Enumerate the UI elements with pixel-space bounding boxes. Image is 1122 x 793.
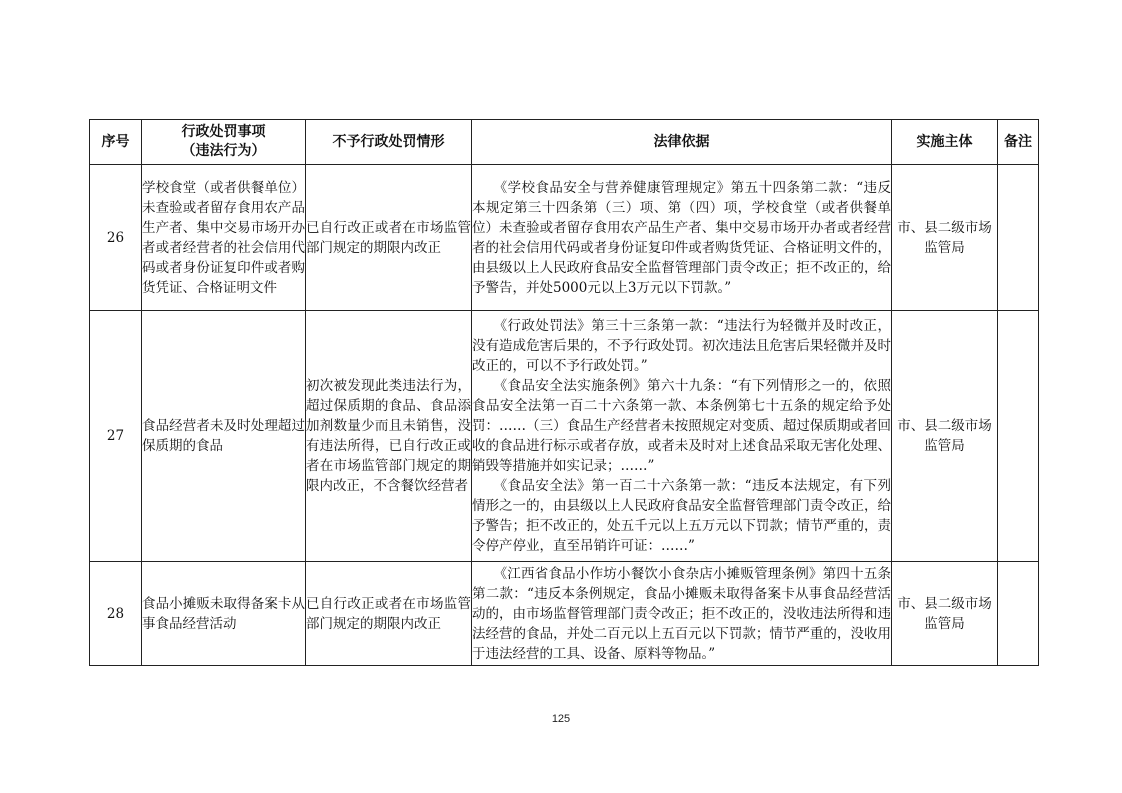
header-item-line2: （违法行为） bbox=[181, 143, 266, 159]
penalty-exemption-table bbox=[89, 119, 1039, 666]
table-row bbox=[90, 311, 1039, 562]
row-note bbox=[998, 311, 1039, 562]
law-paragraph: 《食品安全法实施条例》第六十九条：“有下列情形之一的，依照食品安全法第一百二十六条第一款、本条例第七十五条的规定给予处罚：……（三）食品生产经营者未按照规定对变质、超过保质期或者回收的食品进行标示或者存放，或者未及时对上述食品采取无害化处理、销毁等措施并如实记录；……” bbox=[472, 378, 891, 474]
row-item: 学校食堂（或者供餐单位）未查验或者留存食用农产品生产者、集中交易市场开办者或者经营者的社会信用代码或者身份证复印件或者购货凭证、合格证明文件 bbox=[142, 165, 306, 311]
law-paragraph: 《江西省食品小作坊小餐饮小食杂店小摊贩管理条例》第四十五条第二款：“违反本条例规定，食品小摊贩未取得备案卡从事食品经营活动的，由市场监督管理部门责令改正；拒不改正的，没收违法所得和违法经营的食品，并处二百元以上五百元以下罚款；情节严重的，没收用于违法经营的工具、设备、原料等物品。” bbox=[472, 565, 891, 662]
row-no: 26 bbox=[90, 165, 142, 311]
row-condition: 已自行改正或者在市场监管部门规定的期限内改正 bbox=[306, 562, 472, 666]
law-paragraph: 《学校食品安全与营养健康管理规定》第五十四条第二款：“违反本规定第三十四条第（三）项、第（四）项，学校食堂（或者供餐单位）未查验或者留存食用农产品生产者、集中交易市场开办者或者经营者的社会信用代码或者身份证复印件或者购货凭证、合格证明文件的，由县级以上人民政府食品安全监督管理部门责令改正；拒不改正的，给予警告，并处5000元以上3万元以下罚款。” bbox=[472, 179, 891, 296]
row-law bbox=[472, 165, 892, 311]
table-row bbox=[90, 562, 1039, 666]
law-paragraph: 《食品安全法》第一百二十六条第一款：“违反本法规定，有下列情形之一的，由县级以上人民政府食品安全监督管理部门责令改正，给予警告；拒不改正的，处五千元以上五万元以下罚款；情节严重的，责令停产停业，直至吊销许可证：……” bbox=[472, 478, 891, 554]
row-no: 28 bbox=[90, 562, 142, 666]
row-item: 食品小摊贩未取得备案卡从事食品经营活动 bbox=[142, 562, 306, 666]
row-org: 市、县二级市场监管局 bbox=[892, 562, 998, 666]
header-item-line1: 行政处罚事项 bbox=[181, 124, 266, 140]
table-row bbox=[90, 165, 1039, 311]
page-number: 125 bbox=[551, 713, 571, 725]
header-law: 法律依据 bbox=[472, 120, 892, 165]
row-condition: 初次被发现此类违法行为，超过保质期的食品、食品添加剂数量少而且未销售，没有违法所得，已自行改正或者在市场监管部门规定的期限内改正，不含餐饮经营者 bbox=[306, 311, 472, 562]
header-condition: 不予行政处罚情形 bbox=[306, 120, 472, 165]
row-condition: 已自行改正或者在市场监管部门规定的期限内改正 bbox=[306, 165, 472, 311]
table-header-row bbox=[90, 120, 1039, 165]
header-no: 序号 bbox=[90, 120, 142, 165]
row-note bbox=[998, 165, 1039, 311]
row-no: 27 bbox=[90, 311, 142, 562]
header-org: 实施主体 bbox=[892, 120, 998, 165]
row-item: 食品经营者未及时处理超过保质期的食品 bbox=[142, 311, 306, 562]
row-org: 市、县二级市场监管局 bbox=[892, 311, 998, 562]
row-note bbox=[998, 562, 1039, 666]
header-note: 备注 bbox=[998, 120, 1039, 165]
header-item bbox=[142, 120, 306, 165]
row-org: 市、县二级市场监管局 bbox=[892, 165, 998, 311]
row-law bbox=[472, 311, 892, 562]
law-paragraph: 《行政处罚法》第三十三条第一款：“违法行为轻微并及时改正，没有造成危害后果的，不予行政处罚。初次违法且危害后果轻微并及时改正的，可以不予行政处罚。” bbox=[472, 318, 891, 374]
row-law bbox=[472, 562, 892, 666]
